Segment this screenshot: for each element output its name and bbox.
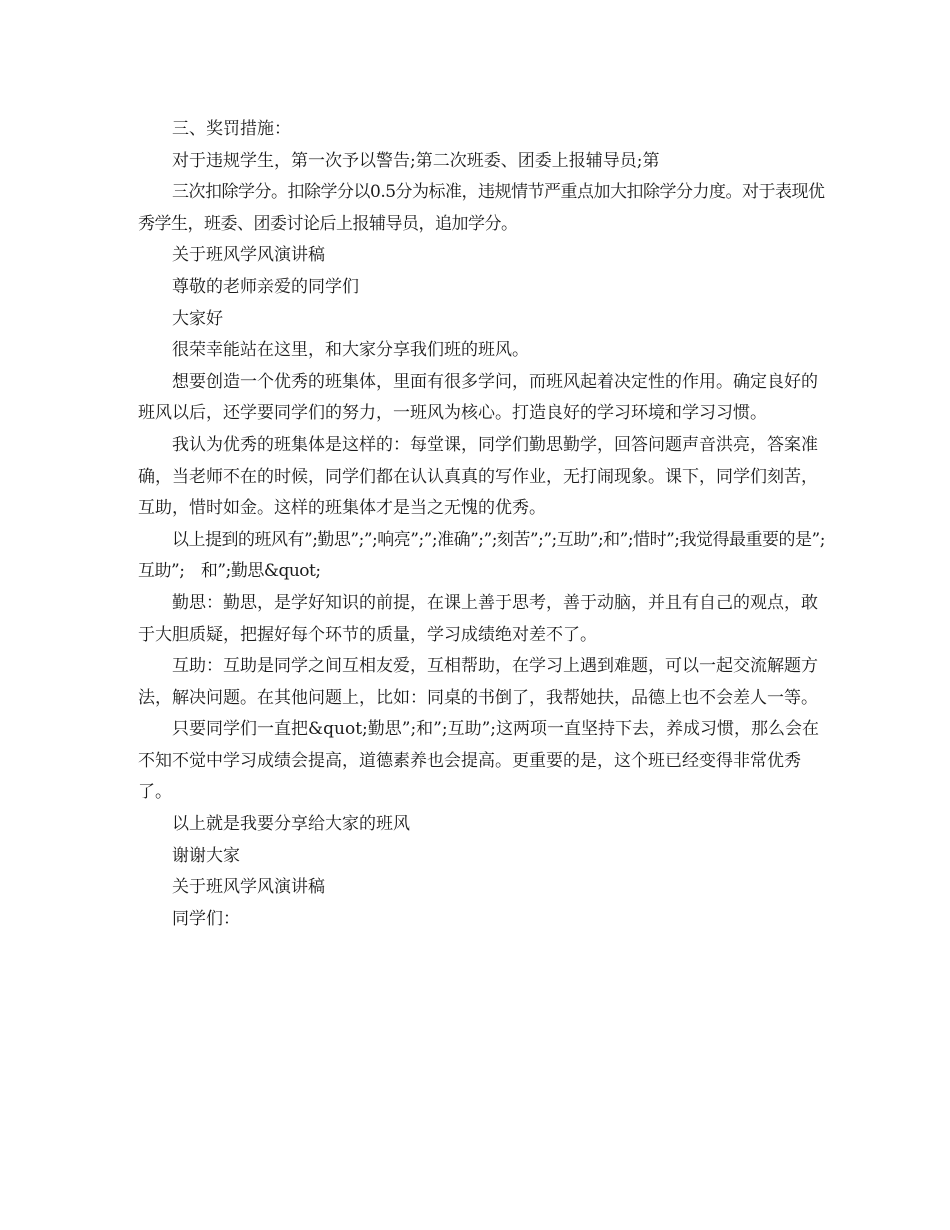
document-body — [138, 114, 828, 935]
paragraph: 以上提到的班风有”;勤思”;”;响亮”;”;准确”;”;刻苦”;”;互助”;和”;惜时”;我觉得最重要的是”;互助”; 和”;勤思&quot; — [138, 529, 825, 582]
paragraph: 很荣幸能站在这里，和大家分享我们班的班风。 — [172, 340, 529, 361]
salutation: 同学们： — [172, 908, 240, 929]
paragraph: 对于违规学生，第一次予以警告;第二次班委、团委上报辅导员;第 — [172, 150, 660, 171]
paragraph: 三次扣除学分。扣除学分以0.5分为标准，违规情节严重点加大扣除学分力度。对于表现优秀学生，班委、团委讨论后上报辅导员，追加学分。 — [138, 182, 825, 234]
paragraph: 互助：互助是同学之间互相友爱，互相帮助，在学习上遇到难题，可以一起交流解题方法，解决问题。在其他问题上，比如：同桌的书倒了，我帮她扶，品德上也不会差人一等。 — [138, 656, 818, 708]
paragraph: 想要创造一个优秀的班集体，里面有很多学问，而班风起着决定性的作用。确定良好的班风以后，还学要同学们的努力，一班风为核心。打造良好的学习环境和学习习惯。 — [138, 371, 818, 424]
closing: 谢谢大家 — [172, 845, 240, 866]
speech-title: 关于班风学风演讲稿 — [172, 877, 325, 898]
paragraph: 勤思：勤思，是学好知识的前提，在课上善于思考，善于动脑，并且有自己的观点，敢于大胆质疑，把握好每个环节的质量，学习成绩绝对差不了。 — [138, 592, 818, 645]
greeting: 大家好 — [172, 308, 223, 329]
section-heading: 三、奖罚措施： — [172, 119, 291, 139]
salutation: 尊敬的老师亲爱的同学们 — [172, 276, 359, 297]
paragraph: 以上就是我要分享给大家的班风 — [172, 814, 410, 835]
speech-title: 关于班风学风演讲稿 — [172, 245, 325, 266]
paragraph: 我认为优秀的班集体是这样的：每堂课，同学们勤思勤学，回答问题声音洪亮，答案准确，当老师不在的时候，同学们都在认认真真的写作业，无打闹现象。课下，同学们刻苦，互助，惜时如金。这样的班集体才是当之无愧的优秀。 — [138, 434, 818, 519]
paragraph: 只要同学们一直把&quot;勤思”;和”;互助”;这两项一直坚持下去，养成习惯，那么会在不知不觉中学习成绩会提高，道德素养也会提高。更重要的是，这个班已经变得非常优秀了。 — [138, 719, 820, 803]
